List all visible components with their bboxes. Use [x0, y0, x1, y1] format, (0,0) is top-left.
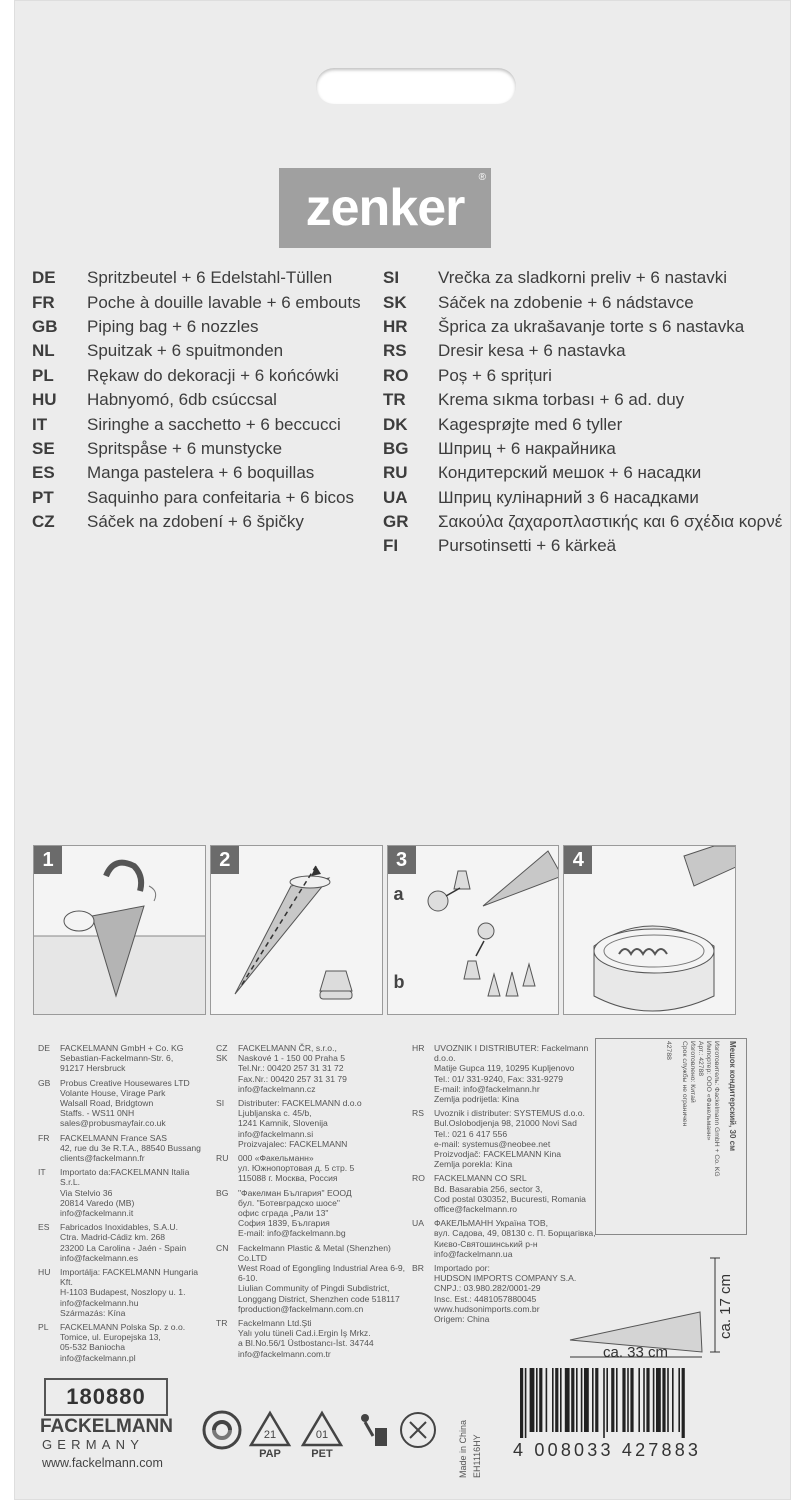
- step-2-panel: [210, 845, 383, 1015]
- barcode-bar: [530, 1368, 535, 1432]
- language-text: Spritspåse + 6 munstycke: [87, 438, 283, 458]
- address-country-code: PL: [38, 1322, 49, 1333]
- language-row-sk: [383, 290, 782, 314]
- address-text: Fabricados Inoxidables, S.A.U. Ctra. Madrid-Cádiz km. 268 23200 La Carolina - Jaén - Spain info@fackelmann.es: [60, 1222, 187, 1263]
- language-text: Šprica za ukrašavanje torte s 6 nastavka: [438, 316, 745, 336]
- language-code: SK: [383, 292, 407, 312]
- language-text: Poș + 6 sprițuri: [438, 365, 552, 385]
- language-text: Dresir kesa + 6 nastavka: [438, 341, 626, 361]
- barcode-bar: [672, 1368, 674, 1432]
- barcode-bar: [536, 1368, 538, 1432]
- instruction-steps: [33, 845, 740, 1013]
- language-code: UA: [383, 487, 408, 507]
- barcode-bar: [627, 1368, 629, 1432]
- language-text: Шприц + 6 накрайника: [438, 438, 616, 458]
- address-text: Probus Creative Housewares LTD Volante House, Virage Park Walsall Road, Bridgtown Staffs. - WS11 0NH sales@probusmayfair.co.uk: [60, 1077, 190, 1129]
- language-text: Poche à douille lavable + 6 embouts: [87, 292, 361, 312]
- address-text: Importado por: HUDSON IMPORTS COMPANY S.A. CNPJ.: 03.980.282/0001-29 Insc. Est.: 4481057880045 www.hudsonimports.com.br Origem: China: [434, 1263, 577, 1325]
- language-row-hr: [383, 315, 782, 339]
- address-block: [38, 1043, 208, 1074]
- ean-barcode: [516, 1368, 746, 1438]
- language-code: PT: [32, 487, 54, 507]
- barcode-bar: [630, 1368, 633, 1432]
- step-number: 3: [388, 846, 416, 874]
- language-row-bg: [383, 437, 782, 461]
- address-country-code: CN: [216, 1242, 229, 1253]
- recycle-pet-icon: [300, 1410, 344, 1460]
- address-country-code: CZ SK: [216, 1043, 228, 1064]
- language-list-right: [383, 266, 782, 559]
- address-text: Importálja: FACKELMANN Hungaria Kft. H-1103 Budapest, Noszlopy u. 1. info@fackelmann.hu Származás: Kína: [60, 1267, 199, 1318]
- green-dot-icon: [202, 1410, 242, 1450]
- language-row-it: [32, 412, 361, 436]
- language-row-ru: [383, 461, 782, 485]
- address-text: Fackelmann Ltd.Şti Yalı yolu tüneli Cad.i.Ergin İş Mrkz. a Bl.No.56/1 Üstbostancı-İst. 34744 info@fackelmann.com.tr: [238, 1318, 374, 1359]
- language-code: PL: [32, 365, 54, 385]
- language-text: Pursotinsetti + 6 kärkeä: [438, 536, 617, 556]
- address-block: [216, 1318, 406, 1359]
- address-text: FACKELMANN CO SRL Bd. Basarabia 256, sector 3, Cod postal 030352, Bucuresti, Romania office@fackelmann.ro: [434, 1173, 586, 1215]
- address-text: Importato da:FACKELMANN Italia S.r.L. Via Stelvio 36 20814 Varedo (MB) info@fackelmann.it: [60, 1167, 190, 1219]
- pap-label: PAP: [259, 1448, 281, 1460]
- barcode-bar: [667, 1368, 669, 1432]
- language-code: HU: [32, 390, 57, 410]
- address-text: Uvoznik i distributer: SYSTEMUS d.o.o. Bul.Oslobodjenja 98, 21000 Novi Sad Tel.: 021 6 417 556 e-mail: systemus@neobee.net Proizvodjač: FACKELMANN Kina Zemlja porekla: Kina: [434, 1108, 585, 1170]
- address-text: UVOZNIK I DISTRIBUTER: Fackelmann d.o.o. Matije Gupca 119, 10295 Kupljenovo Tel.: 01/ 331-9240, Fax: 331-9279 E-mail: info@fackelmann.hr Zemlja podrijetla: Kina: [434, 1043, 589, 1105]
- piping-bag-dimension-diagram: [560, 1240, 740, 1360]
- language-row-ua: [383, 486, 782, 510]
- barcode-bar: [539, 1368, 542, 1432]
- barcode-bar: [592, 1368, 594, 1432]
- address-block: [38, 1322, 208, 1363]
- address-block: [38, 1267, 208, 1318]
- language-row-gb: [32, 315, 361, 339]
- language-code: FR: [32, 292, 55, 312]
- language-row-nl: [32, 339, 361, 363]
- language-text: Manga pastelera + 6 boquillas: [87, 463, 315, 483]
- address-block: [412, 1108, 597, 1169]
- language-row-fr: [32, 290, 361, 314]
- address-text: Distributer: FACKELMANN d.o.o Ljubljanska c. 45/b, 1241 Kamnik, Slovenija info@fackelmann.si Proizvajalec: FACKELMANN: [238, 1098, 362, 1149]
- language-text: Piping bag + 6 nozzles: [87, 316, 259, 336]
- barcode-bar: [606, 1368, 608, 1432]
- language-code: BG: [383, 438, 409, 458]
- address-column-2: [216, 1043, 406, 1363]
- language-row-si: [383, 266, 782, 290]
- address-block: [38, 1078, 208, 1129]
- barcode-bar: [525, 1368, 527, 1438]
- address-country-code: BR: [412, 1263, 424, 1274]
- language-text: Spuitzak + 6 spuitmonden: [87, 341, 284, 361]
- tidyman-bin-icon: [355, 1410, 391, 1450]
- dimension-width: ca. 33 cm: [603, 1344, 669, 1361]
- step-number: 2: [211, 846, 239, 874]
- address-text: FACKELMANN ČR, s.r.o., Naskové 1 - 150 00 Praha 5 Tel.Nr.: 00420 257 31 31 72 Fax.Nr.: 00420 257 31 31 79 info@fackelmann.cz: [238, 1043, 347, 1094]
- barcode-bar: [555, 1368, 558, 1432]
- language-row-pt: [32, 486, 361, 510]
- language-row-ro: [383, 364, 782, 388]
- language-row-de: [32, 266, 361, 290]
- barcode-bar: [662, 1368, 665, 1432]
- step-3-sub-a: a: [393, 884, 404, 904]
- dimension-height: ca. 17 cm: [717, 1273, 735, 1340]
- barcode-bar: [643, 1368, 645, 1432]
- barcode-bar: [546, 1368, 548, 1432]
- language-code: GB: [32, 316, 58, 336]
- barcode-bar: [678, 1368, 680, 1432]
- language-row-se: [32, 437, 361, 461]
- step-number: 1: [34, 846, 62, 874]
- barcode-bar: [682, 1368, 685, 1438]
- language-code: IT: [32, 414, 48, 434]
- step-1-panel: [33, 845, 206, 1015]
- language-text: Kagesprøjte med 6 tyller: [438, 414, 623, 434]
- step-4-panel: [563, 845, 736, 1015]
- russian-info-title: Мешок кондитерский, 30 см: [728, 1041, 737, 1151]
- address-block: [216, 1098, 406, 1149]
- language-text: Sáček na zdobení + 6 špičky: [87, 512, 304, 532]
- address-column-1: [38, 1043, 208, 1367]
- barcode-bar: [646, 1368, 649, 1432]
- language-list-left: [32, 266, 361, 534]
- address-block: [216, 1153, 406, 1184]
- barcode-bar: [581, 1368, 583, 1432]
- article-number-box: 180880: [44, 1378, 168, 1416]
- batch-code: EH1116HY: [472, 1434, 482, 1478]
- language-row-pl: [32, 364, 361, 388]
- address-country-code: SI: [216, 1098, 225, 1109]
- language-code: ES: [32, 463, 55, 483]
- address-text: FACKELMANN Polska Sp. z o.o. Tomice, ul. Europejska 13, 05-532 Baniocha info@fackelmann.pl: [60, 1322, 186, 1363]
- address-country-code: DE: [38, 1043, 50, 1053]
- step-3-panel: [387, 845, 560, 1015]
- barcode-bar: [552, 1368, 554, 1432]
- language-text: Кондитерский мешок + 6 насадки: [438, 463, 702, 483]
- barcode-bar: [622, 1368, 625, 1432]
- registered-mark: ®: [478, 172, 485, 183]
- pet-number: 01: [315, 1429, 329, 1441]
- address-block: [412, 1173, 597, 1214]
- language-text: Шприц кулінарний з 6 насадками: [438, 487, 699, 507]
- address-country-code: RO: [412, 1173, 425, 1184]
- language-code: CZ: [32, 512, 55, 532]
- language-text: Σακούλα ζαχαροπλαστικής και 6 σχέδια κορνέ: [438, 512, 783, 532]
- language-code: FI: [383, 536, 399, 556]
- address-text: FACKELMANN GmbH + Co. KG Sebastian-Fackelmann-Str. 6, 91217 Hersbruck: [60, 1043, 184, 1074]
- pap-number: 21: [263, 1429, 277, 1441]
- language-text: Saquinho para confeitaria + 6 bicos: [87, 487, 354, 507]
- address-block: [216, 1188, 406, 1239]
- barcode-bar: [565, 1368, 570, 1432]
- barcode-bar: [653, 1368, 655, 1432]
- russian-info-panel: [595, 1038, 747, 1235]
- address-text: Fackelmann Plastic & Metal (Shenzhen) Co.LTD West Road of Egongling Industrial Area 6-9, 6-10. Liulian Community of Pingdi Subdistrict, Longgang District, Shenzhen code 518117 fproduction@fackelmann.com.cn: [238, 1242, 406, 1314]
- address-block: [216, 1043, 406, 1094]
- brand-url: www.fackelmann.com: [42, 1456, 163, 1470]
- language-row-hu: [32, 388, 361, 412]
- barcode-bar: [520, 1368, 523, 1438]
- address-block: [38, 1167, 208, 1218]
- language-row-cz: [32, 510, 361, 534]
- step-3-sub-b: b: [393, 972, 405, 992]
- language-code: GR: [383, 512, 409, 532]
- language-code: RO: [383, 365, 409, 385]
- language-text: Krema sıkma torbası + 6 ad. duy: [438, 390, 685, 410]
- hang-hole: [316, 68, 516, 104]
- barcode-bar: [656, 1368, 661, 1432]
- language-code: DK: [383, 414, 408, 434]
- address-country-code: IT: [38, 1167, 46, 1178]
- address-country-code: HR: [412, 1043, 425, 1053]
- address-country-code: UA: [412, 1218, 424, 1229]
- address-block: [38, 1133, 208, 1164]
- address-block: [412, 1043, 597, 1104]
- barcode-bar: [571, 1368, 574, 1432]
- barcode-bar: [576, 1368, 578, 1432]
- barcode-bar: [616, 1368, 618, 1432]
- zenker-logo: [279, 168, 491, 248]
- address-country-code: ES: [38, 1222, 50, 1233]
- brand-country: GERMANY: [42, 1437, 145, 1452]
- language-text: Sáček na zdobenie + 6 nádstavce: [438, 292, 694, 312]
- address-text: ФАКЕЛЬМАНН Україна ТОВ, вул. Садова, 49, 08130 с. П. Борщагівка, Києво-Святошинський р-н info@fackelmann.ua: [434, 1218, 596, 1259]
- logo-text: zenker: [305, 179, 465, 237]
- address-country-code: HU: [38, 1267, 51, 1278]
- barcode-bar: [584, 1368, 589, 1432]
- barcode-bar: [595, 1368, 598, 1432]
- language-code: DE: [32, 268, 56, 288]
- fackelmann-brand: FACKELMANN: [40, 1416, 173, 1437]
- language-code: RU: [383, 463, 408, 483]
- language-row-es: [32, 461, 361, 485]
- address-country-code: GB: [38, 1077, 51, 1088]
- language-code: SI: [383, 268, 400, 288]
- barcode-bar: [638, 1368, 640, 1432]
- address-text: "Факелман България" ЕООД бул. "Ботевградско шосе" офис сграда „Рали 13" София 1839, България E-mail: info@fackelmann.bg: [238, 1187, 352, 1239]
- address-country-code: RS: [412, 1108, 424, 1119]
- language-text: Spritzbeutel + 6 Edelstahl-Tüllen: [87, 268, 333, 288]
- address-text: 000 «Факельманн» ул. Южнопортовая д. 5 стр. 5 115088 г. Москва, Россия: [238, 1153, 355, 1184]
- address-text: FACKELMANN France SAS 42, rue du 3e R.T.A., 88540 Bussang clients@fackelmann.fr: [60, 1132, 201, 1164]
- step-number: 4: [564, 846, 592, 874]
- barcode-bar: [611, 1368, 614, 1432]
- kitchen-utensil-icon: [398, 1410, 438, 1450]
- pet-label: PET: [311, 1448, 333, 1460]
- made-in-china: Made in China: [458, 1419, 468, 1478]
- language-text: Rękaw do dekoracji + 6 końcówki: [87, 365, 339, 385]
- language-text: Siringhe a sacchetto + 6 beccucci: [87, 414, 341, 434]
- address-country-code: TR: [216, 1318, 228, 1329]
- russian-info-text: [598, 1041, 744, 1231]
- language-row-dk: [383, 412, 782, 436]
- address-country-code: BG: [216, 1187, 229, 1198]
- barcode-bar: [560, 1368, 562, 1432]
- language-text: Vrečka za sladkorni preliv + 6 nastavki: [438, 268, 727, 288]
- language-code: RS: [383, 341, 407, 361]
- language-row-gr: [383, 510, 782, 534]
- barcode-number: 4 008033 427883: [513, 1440, 702, 1460]
- language-code: SE: [32, 438, 55, 458]
- language-row-rs: [383, 339, 782, 363]
- address-country-code: FR: [38, 1132, 50, 1143]
- language-row-fi: [383, 534, 782, 558]
- address-block: [38, 1222, 208, 1263]
- language-code: TR: [383, 390, 406, 410]
- address-country-code: RU: [216, 1153, 229, 1164]
- barcode-bar: [603, 1368, 605, 1438]
- language-text: Habnyomó, 6db csúccsal: [87, 390, 277, 410]
- russian-info-lines: Изготовитель: Фackelmann GmbH + Co. KG Импортер: ООО «Факельманн» Арт.: 42788 Изготовлено: Китай Срок службы не ограничен: [681, 1041, 720, 1177]
- address-block: [216, 1243, 406, 1314]
- language-row-tr: [383, 388, 782, 412]
- language-code: NL: [32, 341, 55, 361]
- recycle-pap-icon: [248, 1410, 292, 1460]
- language-code: HR: [383, 316, 408, 336]
- russian-info-code: 42788: [665, 1041, 672, 1060]
